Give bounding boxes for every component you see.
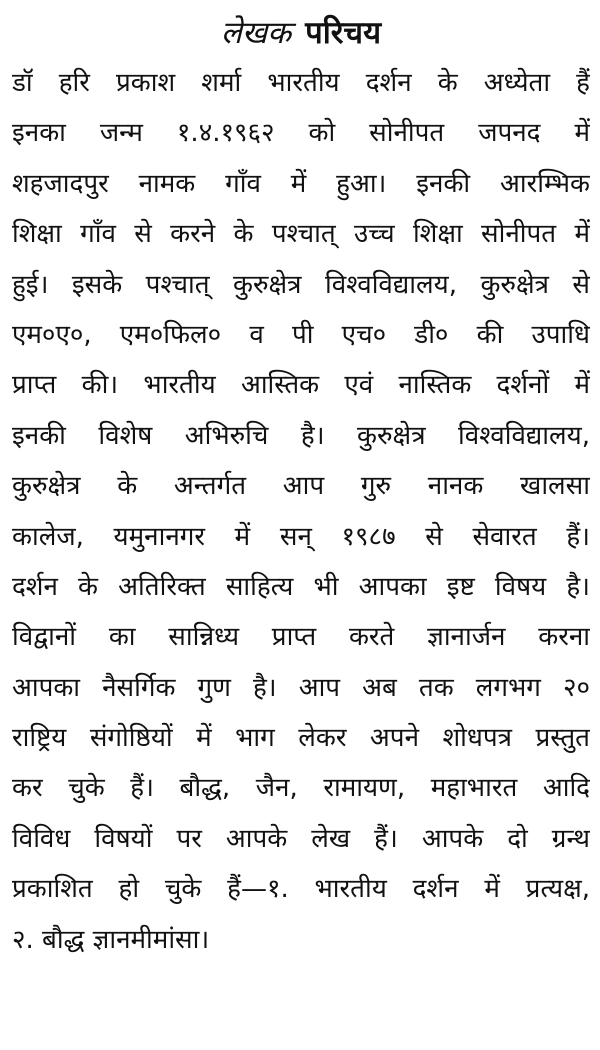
title-word-lekhak: लेखक (220, 15, 292, 51)
text-line: हुई। इसके पश्चात् कुरुक्षेत्र विश्वविद्यालय, कुरुक्षेत्र से (12, 269, 590, 300)
text-line: आपका नैसर्गिक गुण है। आप अब तक लगभग २० (12, 672, 590, 703)
text-line: विविध विषयों पर आपके लेख हैं। आपके दो ग्रन्थ (12, 823, 590, 854)
text-line: राष्ट्रिय संगोष्ठियों में भाग लेकर अपने शोधपत्र प्रस्तुत (12, 723, 590, 754)
text-line: कुरुक्षेत्र के अन्तर्गत आप गुरु नानक खालसा (12, 471, 590, 502)
text-line: डॉ हरि प्रकाश शर्मा भारतीय दर्शन के अध्येता हैं (12, 68, 590, 98)
text-line: शिक्षा गाँव से करने के पश्चात् उच्च शिक्षा सोनीपत में (12, 219, 590, 250)
title-word-parichay: परिचय (305, 15, 382, 51)
text-line: प्राप्त की। भारतीय आस्तिक एवं नास्तिक दर्शनों में (12, 370, 590, 401)
text-line: इनका जन्म १.४.१९६२ को सोनीपत जपनद में (12, 118, 590, 149)
text-line: दर्शन के अतिरिक्त साहित्य भी आपका इष्ट विषय है। (12, 571, 590, 602)
author-bio-paragraph (12, 58, 590, 965)
text-line-last: २. बौद्ध ज्ञानमीमांसा। (12, 924, 210, 955)
text-line: कर चुके हैं। बौद्ध, जैन, रामायण, महाभारत आदि (12, 773, 590, 804)
text-line: इनकी विशेष अभिरुचि है। कुरुक्षेत्र विश्वविद्यालय, (12, 420, 590, 451)
page-title (12, 8, 590, 58)
text-line: शहजादपुर नामक गाँव में हुआ। इनकी आरम्भिक (12, 168, 590, 199)
text-line: कालेज, यमुनानगर में सन् १९८७ से सेवारत हैं। (12, 521, 590, 552)
text-line: एम०ए०, एम०फिल० व पी एच० डी० की उपाधि (12, 319, 590, 350)
text-line: विद्वानों का सान्निध्य प्राप्त करते ज्ञानार्जन करना (12, 622, 590, 653)
text-line: प्रकाशित हो चुके हैं—१. भारतीय दर्शन में प्रत्यक्ष, (12, 874, 590, 905)
